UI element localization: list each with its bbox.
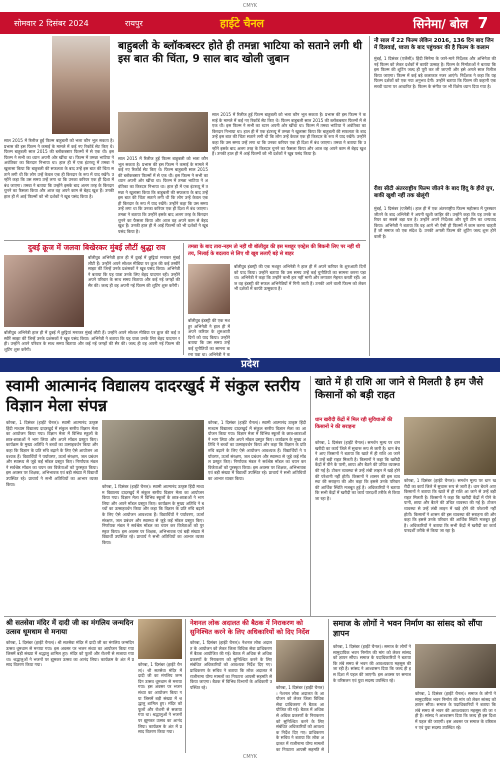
farmers-photo — [404, 417, 496, 475]
print-mark-bottom: CMYK — [242, 754, 258, 760]
farmers-body-1: कोरबा, 1 दिसंबर (हाईटे चैनल)। समर्थन मूल्य पर धान खरीदी का कार्य जिले में सुचारू रूप से जारी है। धान बेचने आए किसानों ने बताया कि खाते में ही राशि आ जाने से उन्हें बड़ी राहत मिलती है। किसानों ने कहा कि खरीदी केंद्रों में पीने के पानी, छाया और बैठने की उचित व्यवस्था की गई है। टोकन व्यवस्था से उन्हें लंबी लाइन में खड़े होने की परेशानी नहीं होती। किसानों ने शासन की इस व्यवस्था की सराहना की और कहा कि इससे उनके परिवार की आर्थिक स्थिति मजबूत हुई है। अधिकारियों ने बताया कि सभी केंद्रों में खरीदी का कार्य पारदर्शी तरीके से किया जा रहा है। — [315, 440, 400, 501]
lokadalat-body-1: कोरबा, 1 दिसंबर (हाईटे चैनल)। नेशनल लोक अदालत के आयोजन को लेकर जिला विधिक सेवा प्राधिकरण में बैठक आयोजित की गई। बैठक में अधिक से अधिक प्रकरणों के निराकरण को सुनिश्चित करने के लिए संबंधित अधिकारियों को आवश्यक निर्देश दिए गए। प्राधिकरण के सचिव ने बताया कि लोक अदालत में राजीनामा योग्य मामलों का निपटारा आपसी सहमति से किया जाएगा। बैठक में विभिन्न विभागों के अधिकारी उपस्थित रहे। — [190, 640, 272, 690]
section-rule-2 — [4, 616, 496, 617]
tamanna-headline: बाहुबली के ब्लॉकबस्टर होते ही तमन्ना भाटिया को सताने लगी थी इस बात की चिंता, 9 साल बाद खोली जुबान — [118, 40, 363, 65]
farmers-body-2: कोरबा, 1 दिसंबर (हाईटे चैनल)। समर्थन मूल्य पर धान खरीदी का कार्य जिले में सुचारू रूप से जारी है। धान बेचने आए किसानों ने बताया कि खाते में ही राशि आ जाने से उन्हें बड़ी राहत मिलती है। किसानों ने कहा कि खरीदी केंद्रों में पीने के पानी, छाया और बैठने की उचित व्यवस्था की गई है। टोकन व्यवस्था से उन्हें लंबी लाइन में खड़े होने की परेशानी नहीं होती। किसानों ने शासन की इस व्यवस्था की सराहना की और कहा कि इससे उनके परिवार की आर्थिक स्थिति मजबूत हुई है। अधिकारियों ने बताया कि सभी केंद्रों में खरीदी का कार्य पारदर्शी तरीके से किया जा रहा है। — [404, 478, 496, 534]
header-section-right: सिनेमा/ बोल — [413, 16, 468, 31]
story2-photo — [188, 264, 230, 314]
school-headline: स्वामी आत्मानंद विद्यालय दादरखुर्द में संकुल स्तरीय विज्ञान मेला संपन्न — [6, 376, 300, 415]
col1-body: मुंबई, 1 दिसंबर (एजेंसी)। हिंदी सिनेमा के जाने-माने निर्देशक और अभिनेता की नई फिल्म को लेकर दर्शकों में काफी उत्साह है। फिल्म के निर्माताओं ने बताया कि इस फिल्म की शूटिंग जल्द ही पूरी कर ली जाएगी और इसे अगले साल रिलीज किया जाएगा। फिल्म में कई बड़े कलाकार नजर आएंगे। निर्देशक ने कहा कि यह फिल्म दर्शकों को एक नया अनुभव देगी। उन्होंने बताया कि फिल्म की कहानी एक सच्ची घटना पर आधारित है। फिल्म के संगीत पर भी विशेष ध्यान दिया गया है। — [374, 56, 496, 89]
column-divider-4 — [185, 619, 186, 753]
tamanna-photo-small — [118, 112, 208, 152]
school-body-2: कोरबा, 1 दिसंबर (हाईटे चैनल)। स्वामी आत्मानंद उत्कृष्ट हिंदी माध्यम विद्यालय दादरखुर्द में संकुल स्तरीय विज्ञान मेला का आयोजन किया गया। विज्ञान मेला में विभिन्न स्कूलों के छात्र-छात्राओं ने भाग लिया और अपने मॉडल प्रस्तुत किए। कार्यक्रम के मुख्य अतिथि ने बच्चों का उत्साहवर्धन किया और कहा कि विज्ञान के प्रति रुचि बढ़ाने के लिए ऐसे आयोजन आवश्यक हैं। विद्यार्थियों ने पर्यावरण, ऊर्जा संरक्षण, जल प्रबंधन और स्वास्थ्य से जुड़े कई मॉडल प्रस्तुत किए। निर्णायक मंडल ने सर्वश्रेष्ठ मॉडल का चयन कर विजेताओं को पुरस्कृत किया। इस अवसर पर शिक्षक, अभिभावक एवं बड़ी संख्या में विद्यार्थी उपस्थित रहे। प्राचार्य ने सभी अतिथियों का आभार व्यक्त किया। — [102, 484, 204, 545]
school-body-1: कोरबा, 1 दिसंबर (हाईटे चैनल)। स्वामी आत्मानंद उत्कृष्ट हिंदी माध्यम विद्यालय दादरखुर्द में संकुल स्तरीय विज्ञान मेला का आयोजन किया गया। विज्ञान मेला में विभिन्न स्कूलों के छात्र-छात्राओं ने भाग लिया और अपने मॉडल प्रस्तुत किए। कार्यक्रम के मुख्य अतिथि ने बच्चों का उत्साहवर्धन किया और कहा कि विज्ञान के प्रति रुचि बढ़ाने के लिए ऐसे आयोजन आवश्यक हैं। विद्यार्थियों ने पर्यावरण, ऊर्जा संरक्षण, जल प्रबंधन और स्वास्थ्य से जुड़े कई मॉडल प्रस्तुत किए। निर्णायक मंडल ने सर्वश्रेष्ठ मॉडल का चयन कर विजेताओं को पुरस्कृत किया। इस अवसर पर शिक्षक, अभिभावक एवं बड़ी संख्या में विद्यार्थी उपस्थित रहे। प्राचार्य ने सभी अतिथियों का आभार व्यक्त किया। — [6, 420, 98, 487]
story2-body-2: बॉलीवुड इंडस्ट्री की एक मशहूर अभिनेत्री ने हाल ही में अपने करियर के शुरुआती दिनों को याद किया। उन्होंने बताया कि उस समय उन्हें कई चुनौतियों का सामना करना पड़ा था। अभिनेत्री ने क — [188, 318, 230, 356]
samaj-headline: समाज के लोगों ने भवन निर्माण का सांसद को सौंपा ज्ञापन — [333, 619, 483, 638]
dubai-body-2: बॉलीवुड अभिनेत्री हाल ही में दुबई में छुट्टियां मनाकर मुंबई लौटी हैं। उन्होंने अपने सोशल मीडिया पर क्रूज की कई तस्वीरें साझा कीं जिन्हें उनके प्रशंसकों ने खूब पसंद किया। अभिनेत्री ने बताया कि यह यात्रा उनके लिए बेहद यादगार रही। उन्होंने अपने परिवार के साथ समय बिताया और कई नई जगहों की सैर की। जल्द ही वह अपनी नई फिल्म की शूटिंग शुरू करेंगी। — [4, 330, 180, 352]
lokadalat-body-2: कोरबा, 1 दिसंबर (हाईटे चैनल)। नेशनल लोक अदालत के आयोजन को लेकर जिला विधिक सेवा प्राधिकरण में बैठक आयोजित की गई। बैठक में अधिक से अधिक प्रकरणों के निराकरण को सुनिश्चित करने के लिए संबंधित अधिकारियों को आवश्यक निर्देश दिए गए। प्राधिकरण के सचिव ने बताया कि लोक अदालत में राजीनामा योग्य मामलों का निपटारा आपसी सहमति से — [276, 685, 324, 752]
lokadalat-photo — [276, 640, 324, 682]
dubai-body-1: बॉलीवुड अभिनेत्री हाल ही में दुबई में छुट्टियां मनाकर मुंबई लौटी हैं। उन्होंने अपने सोशल मीडिया पर क्रूज की कई तस्वीरें साझा कीं जिन्हें उनके प्रशंसकों ने खूब पसंद किया। अभिनेत्री ने बताया कि यह यात्रा उनके लिए बेहद यादगार रही। उन्होंने अपने परिवार के साथ समय बिताया और कई नई जगहों की सैर की। जल्द ही वह अपनी नई फिल्म की शूटिंग शुरू करेंगी। — [88, 255, 180, 288]
farmers-subhead: धान खरीदी केंद्रों में मिल रही सुविधाओं की किसानों ने की सराहना — [315, 417, 393, 430]
story2-body-1: बॉलीवुड इंडस्ट्री की एक मशहूर अभिनेत्री ने हाल ही में अपने करियर के शुरुआती दिनों को याद किया। उन्होंने बताया कि उस समय उन्हें कई चुनौतियों का सामना करना पड़ा था। अभिनेत्री ने कहा कि उन्होंने कभी हार नहीं मानी और लगातार मेहनत करती रहीं। आज वह इंडस्ट्री की सफल अभिनेत्रियों में गिनी जाती हैं। उनकी आने वाली फिल्म को लेकर भी दर्शकों में काफी उत्सुकता है। — [234, 264, 366, 292]
column-divider-2 — [183, 243, 184, 355]
col2-headline: रीवा सीटी अंतरराष्ट्रीय फिल्म जीतने के बाद हिंदू के हीरो ग्रुप, बाकी खुशी नहीं तक खेलूंगी — [374, 186, 495, 199]
lokadalat-headline: नेशनल लोक अदालत की बैठक में निराकरण को सुनिश्चित करने के लिए अधिकारियों को दिए निर्देश — [190, 619, 310, 636]
column-divider-5 — [328, 619, 329, 753]
school-body-3: कोरबा, 1 दिसंबर (हाईटे चैनल)। स्वामी आत्मानंद उत्कृष्ट हिंदी माध्यम विद्यालय दादरखुर्द में संकुल स्तरीय विज्ञान मेला का आयोजन किया गया। विज्ञान मेला में विभिन्न स्कूलों के छात्र-छात्राओं ने भाग लिया और अपने मॉडल प्रस्तुत किए। कार्यक्रम के मुख्य अतिथि ने बच्चों का उत्साहवर्धन किया और कहा कि विज्ञान के प्रति रुचि बढ़ाने के लिए ऐसे आयोजन आवश्यक हैं। विद्यार्थियों ने पर्यावरण, ऊर्जा संरक्षण, जल प्रबंधन और स्वास्थ्य से जुड़े कई मॉडल प्रस्तुत किए। निर्णायक मंडल ने सर्वश्रेष्ठ मॉडल का चयन कर विजेताओं को पुरस्कृत किया। इस अवसर पर शिक्षक, अभिभावक एवं बड़ी संख्या में विद्यार्थी उपस्थित रहे। प्राचार्य ने सभी अतिथियों का आभार व्यक्त किया। — [208, 420, 306, 481]
tamanna-body-left: साल 2015 में रिलीज हुई फिल्म बाहुबली को भला कौन भूल सकता है। प्रभास की इस फिल्म ने कमाई के मामले में कई नए रिकॉर्ड सेट किए थे। फिल्म बाहुबली साल 2015 की ब्लॉकबस्टर फिल्मों में से एक थी। इस फिल्म ने सभी का ध्यान अपनी ओर खींचा था। फिल्म में तमन्ना भाटिया ने अवंतिका का किरदार निभाया था। हाल ही में एक इंटरव्यू में तमन्ना ने खुलासा किया कि बाहुबली की सफलता के बाद उन्हें इस बात की चिंता सताने लगी थी कि लोग उन्हें केवल एक ही किरदार के रूप में याद रखेंगे। उन्होंने कहा कि उस समय उन्हें लगा था कि उनका करियर एक ही दिशा में बंध जाएगा। तमन्ना ने बताया कि उन्होंने इसके बाद अलग तरह के किरदार चुनने का फैसला किया और आज वह अपने काम से बेहद खुश हैं। उनकी हाल ही में आई फिल्मों को भी दर्शकों ने खूब पसंद किया है। — [4, 138, 114, 199]
header-section-left: हाईटे चैनल — [220, 16, 265, 30]
page-number: 7 — [477, 14, 489, 32]
shyam-body: कोरबा, 1 दिसंबर (हाईटे चैनल)। श्री सतसेवा मंदिर में दादी जी का मंगलिय जन्मदिन उत्सव धूमधाम से मनाया गया। इस अवसर पर भजन संध्या का आयोजन किया गया जिसमें बड़ी संख्या में श्रद्धालु शामिल हुए। मंदिर को फूलों और रोशनी से सजाया गया था। श्रद्धालुओं ने भजनों पर झूमकर उत्सव का आनंद लिया। कार्यक्रम के अंत में प्रसाद वितरण किया गया। — [6, 640, 134, 668]
dubai-headline: दुबई क्रूज में जलवा बिखेरकर मुंबई लौटीं श्रुद्धा राव — [28, 243, 166, 252]
pradesh-label: प्रदेश — [241, 359, 259, 370]
column-divider-3 — [310, 376, 311, 616]
shyam-photo — [138, 619, 182, 659]
farmers-headline: खाते में ही राशि आ जाने से मिलती है हम जैसे किसानों को बड़ी राहत — [315, 377, 484, 401]
print-mark-top: CMYK — [242, 3, 258, 9]
samaj-body-2: कोरबा, 1 दिसंबर (हाईटे चैनल)। समाज के लोगों ने सामुदायिक भवन निर्माण की मांग को लेकर सांसद को ज्ञापन सौंपा। समाज के पदाधिकारियों ने बताया कि लंबे समय से भवन की आवश्यकता महसूस की जा रही है। सांसद ने आश्वासन दिया कि जल्द ही इस दिशा में पहल की जाएगी। इस अवसर पर समाज के वरिष्ठजन एवं युवा सदस्य उपस्थित रहे। — [415, 691, 496, 730]
page-header — [0, 12, 500, 34]
dubai-photo — [4, 255, 84, 327]
shyam-body-2: कोरबा, 1 दिसंबर (हाईटे चैनल)। श्री सतसेवा मंदिर में दादी जी का मंगलिय जन्मदिन उत्सव धूमधाम से मनाया गया। इस अवसर पर भजन संध्या का आयोजन किया गया जिसमें बड़ी संख्या में श्रद्धालु शामिल हुए। मंदिर को फूलों और रोशनी से सजाया गया था। श्रद्धालुओं ने भजनों पर झूमकर उत्सव का आनंद लिया। कार्यक्रम के अंत में प्रसाद वितरण किया गया। — [138, 662, 182, 735]
school-photo — [102, 420, 204, 480]
tamanna-body: साल 2015 में रिलीज हुई फिल्म बाहुबली को भला कौन भूल सकता है। प्रभास की इस फिल्म ने कमाई के मामले में कई नए रिकॉर्ड सेट किए थे। फिल्म बाहुबली साल 2015 की ब्लॉकबस्टर फिल्मों में से एक थी। इस फिल्म ने सभी का ध्यान अपनी ओर खींचा था। फिल्म में तमन्ना भाटिया ने अवंतिका का किरदार निभाया था। हाल ही में एक इंटरव्यू में तमन्ना ने खुलासा किया कि बाहुबली की सफलता के बाद उन्हें इस बात की चिंता सताने लगी थी कि लोग उन्हें केवल एक ही किरदार के रूप में याद रखेंगे। उन्होंने कहा कि उस समय उन्हें लगा था कि उनका करियर एक ही दिशा में बंध जाएगा। तमन्ना ने बताया कि उन्होंने इसके बाद अलग तरह के किरदार चुनने का फैसला किया और आज वह अपने काम से बेहद खुश हैं। उनकी हाल ही में आई फिल्मों को भी दर्शकों ने खूब पसंद किया है। — [212, 112, 366, 157]
header-city: रायपुर — [125, 18, 143, 28]
samaj-photo — [415, 644, 496, 688]
tamanna-body-cont: साल 2015 में रिलीज हुई फिल्म बाहुबली को भला कौन भूल सकता है। प्रभास की इस फिल्म ने कमाई के मामले में कई नए रिकॉर्ड सेट किए थे। फिल्म बाहुबली साल 2015 की ब्लॉकबस्टर फिल्मों में से एक थी। इस फिल्म ने सभी का ध्यान अपनी ओर खींचा था। फिल्म में तमन्ना भाटिया ने अवंतिका का किरदार निभाया था। हाल ही में एक इंटरव्यू में तमन्ना ने खुलासा किया कि बाहुबली की सफलता के बाद उन्हें इस बात की चिंता सताने लगी थी कि लोग उन्हें केवल एक ही किरदार के रूप में याद रखेंगे। उन्होंने कहा कि उस समय उन्हें लगा था कि उनका करियर एक ही दिशा में बंध जाएगा। तमन्ना ने बताया कि उन्होंने इसके बाद अलग तरह के किरदार चुनने का फैसला किया और आज वह अपने काम से बेहद खुश हैं। उनकी हाल ही में आई फिल्मों को भी दर्शकों ने खूब पसंद किया है। — [118, 156, 208, 234]
column-divider — [369, 36, 370, 356]
actress-photo — [52, 36, 110, 134]
shyam-headline: श्री सतसेवा मंदिर में दादी जी का मंगलिय जन्मदिन उत्सव धूमधाम से मनाया — [6, 619, 134, 636]
col2-body: मुंबई, 1 दिसंबर (एजेंसी)। हाल ही में एक अंतरराष्ट्रीय फिल्म महोत्सव में पुरस्कार जीतने के बाद अभिनेत्री ने अपनी खुशी जाहिर की। उन्होंने कहा कि यह उनके करियर का सबसे बड़ा पल है। उन्होंने अपने निर्देशक और पूरी टीम का धन्यवाद किया। अभिनेत्री ने बताया कि वह आगे भी ऐसी ही फिल्मों में काम करना चाहती हैं जो समाज को एक संदेश दें। उनकी अगली फिल्म की शूटिंग जल्द शुरू होने वाली है। — [374, 206, 496, 239]
story2-headline: तमन्ना के बाद तारा-नहम तो नहीं थी बॉलीवुड की इस मशहूर एक्ट्रेस की बिकनी लिए पर नहीं थी तय, निलाई के बदलाव से लिए थी खूब ललाएँ बड़े से बाहर — [188, 244, 361, 257]
header-date: सोमवार 2 दिसंबर 2024 — [14, 18, 89, 28]
section-rule — [4, 240, 366, 241]
col1-headline: नौ साल में 22 फिल्म लेकिन 2016, 136 दिन बाद जिन में दिलवाई, ध्वजा के बाद पहुंचकर की है फिल्म के कलाम — [374, 38, 494, 51]
samaj-body-1: कोरबा, 1 दिसंबर (हाईटे चैनल)। समाज के लोगों ने सामुदायिक भवन निर्माण की मांग को लेकर सांसद को ज्ञापन सौंपा। समाज के पदाधिकारियों ने बताया कि लंबे समय से भवन की आवश्यकता महसूस की जा रही है। सांसद ने आश्वासन दिया कि जल्द ही इस दिशा में पहल की जाएगी। इस अवसर पर समाज के वरिष्ठजन एवं युवा सदस्य उपस्थित रहे। — [333, 644, 411, 683]
